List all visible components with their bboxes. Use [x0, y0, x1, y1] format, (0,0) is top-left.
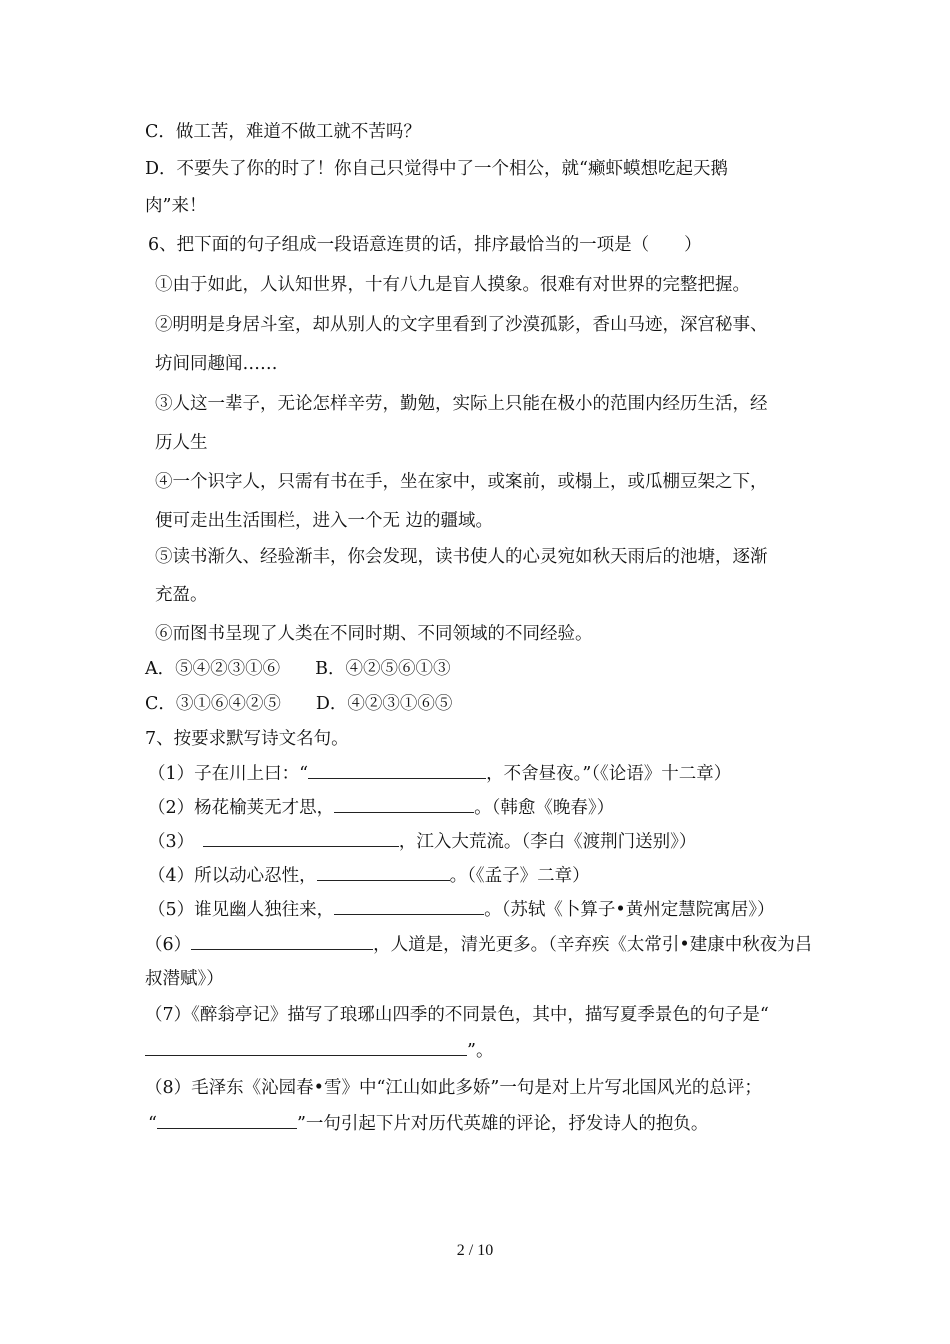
- q7-item-4: [148, 864, 590, 888]
- q7-item-8: （8）毛泽东《沁园春•雪》中“江山如此多娇”一句是对上片写北国风光的总评；: [145, 1078, 762, 1098]
- options-ab: A．⑤④②③①⑥ B．④②⑤⑥①③: [145, 659, 451, 679]
- q7-item-7-cont: [145, 1039, 493, 1063]
- blank-7[interactable]: [145, 1039, 467, 1056]
- question-6: 6、把下面的句子组成一段语意连贯的话，排序最恰当的一项是（ ）: [148, 235, 702, 255]
- blank-8[interactable]: [157, 1112, 297, 1129]
- q7-item-6-pre: （6）: [145, 935, 192, 955]
- q7-item-5-pre: （5）谁见幽人独往来，: [148, 900, 335, 920]
- sentence-4: ④一个识字人，只需有书在手，坐在家中，或案前，或榻上，或瓜棚豆架之下，: [155, 472, 768, 492]
- q7-item-4-post: 。（《孟子》二章）: [449, 866, 590, 886]
- sentence-1: ①由于如此，人认知世界，十有八九是盲人摸象。很难有对世界的完整把握。: [155, 275, 750, 295]
- sentence-6: ⑥而图书呈现了人类在不同时期、不同领域的不同经验。: [155, 624, 593, 644]
- q7-item-6-post: ，人道是，清光更多。（辛弃疾《太常引•建康中秋夜为吕: [373, 935, 813, 955]
- option-d-cont: 肉”来！: [145, 196, 207, 216]
- q7-item-6: [145, 933, 812, 957]
- sentence-3-cont: 历人生: [155, 433, 208, 453]
- q7-item-5: [148, 898, 774, 922]
- sentence-4-cont: 便可走出生活围栏，进入一个无 边的疆域。: [155, 511, 494, 531]
- q7-item-8-cont: [148, 1112, 708, 1136]
- q7-item-2-pre: （2）杨花榆荚无才思，: [148, 798, 335, 818]
- sentence-5: ⑤读书渐久、经验渐丰，你会发现，读书使人的心灵宛如秋天雨后的池塘，逐渐: [155, 547, 768, 567]
- q7-item-8-post: ”一句引起下片对历代英雄的评论，抒发诗人的抱负。: [296, 1114, 709, 1134]
- option-c: C．做工苦，难道不做工就不苦吗？: [145, 122, 421, 142]
- blank-4[interactable]: [317, 864, 450, 881]
- option-d: D．不要失了你的时了！你自己只觉得中了一个相公，就“癞虾蟆想吃起天鹅: [145, 159, 728, 179]
- page-number: 2 / 10: [456, 1242, 494, 1259]
- q7-item-2: [148, 796, 614, 820]
- q7-item-7: （7）《醉翁亭记》描写了琅琊山四季的不同景色，其中，描写夏季景色的句子是“: [145, 1005, 769, 1025]
- q7-item-4-pre: （4）所以动心忍性，: [148, 866, 317, 886]
- blank-5[interactable]: [334, 898, 484, 915]
- blank-2[interactable]: [334, 796, 474, 813]
- sentence-2: ②明明是身居斗室，却从别人的文字里看到了沙漠孤影，香山马迹，深宫秘事、: [155, 315, 768, 335]
- blank-3[interactable]: [203, 830, 399, 847]
- question-7: 7、按要求默写诗文名句。: [145, 729, 349, 749]
- q7-item-6-cont: 叔潜赋》）: [145, 969, 224, 989]
- sentence-3: ③人这一辈子，无论怎样辛劳，勤勉，实际上只能在极小的范围内经历生活，经: [155, 394, 768, 414]
- sentence-2-cont: 坊间同趣闻……: [155, 354, 278, 374]
- q7-item-2-post: 。（韩愈《晚春》）: [474, 798, 615, 818]
- q7-item-5-post: 。（苏轼《卜算子•黄州定慧院寓居》）: [484, 900, 775, 920]
- options-cd: C．③①⑥④②⑤ D．④②③①⑥⑤: [145, 694, 453, 714]
- q7-item-1-pre: （1）子在川上曰：“: [148, 764, 309, 784]
- q7-item-3-pre: （3）: [148, 832, 203, 852]
- q7-item-7-post: ”。: [467, 1041, 494, 1061]
- q7-item-8-pre: “: [148, 1114, 157, 1134]
- q7-item-1-post: ，不舍昼夜。”（《论语》十二章）: [486, 764, 732, 784]
- blank-6[interactable]: [191, 933, 373, 950]
- q7-item-3-post: ，江入大荒流。（李白《渡荆门送别》）: [398, 832, 697, 852]
- q7-item-1: [148, 762, 731, 786]
- q7-item-3: [148, 830, 696, 854]
- sentence-5-cont: 充盈。: [155, 585, 208, 605]
- blank-1[interactable]: [308, 762, 486, 779]
